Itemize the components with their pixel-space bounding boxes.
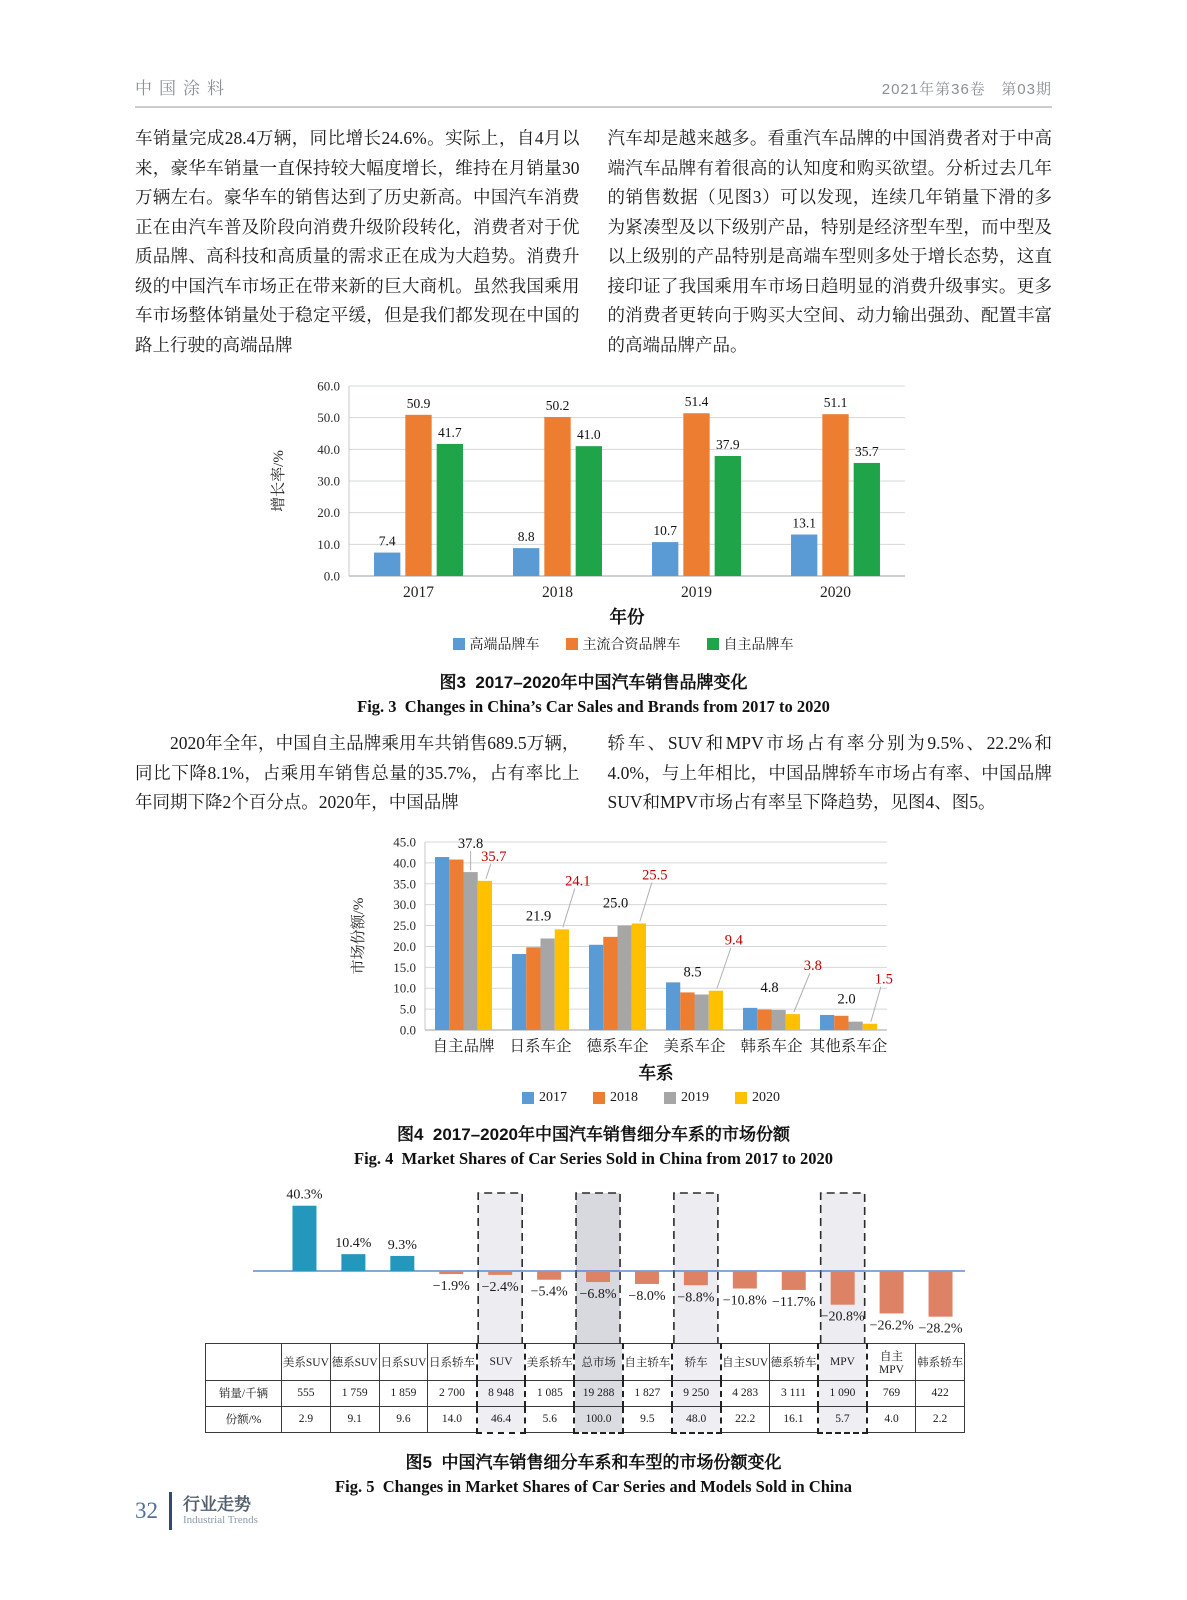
legend-label: 2017 [539, 1089, 567, 1105]
y-axis-title: 市场份额/% [351, 897, 367, 974]
y-tick-label: 0.0 [323, 568, 340, 584]
x-category-label: 德系车企 [586, 1037, 649, 1055]
table-cell: 555 [282, 1380, 331, 1406]
legend-swatch [707, 638, 719, 650]
issue-info: 2021年第36卷 第03期 [881, 81, 1052, 98]
bar-总市场 [586, 1271, 610, 1282]
x-category-label: 韩系车企 [740, 1037, 803, 1055]
bar-高端品牌车-2018 [513, 548, 539, 576]
bar-value-label: −6.8% [579, 1286, 617, 1302]
bar-value-label: 21.9 [525, 908, 552, 925]
bar-value-label-red: 9.4 [724, 932, 743, 949]
fig4-legend [343, 1090, 903, 1106]
section-title-en: Industrial Trends [183, 1514, 258, 1527]
bar-2019-德系车企 [618, 925, 632, 1029]
table-header-cell: 自主轿车 [623, 1343, 672, 1380]
legend-swatch [664, 1092, 676, 1104]
table-header-cell: 自主SUV [721, 1343, 770, 1380]
table-cell: 4 283 [721, 1380, 770, 1406]
legend-label: 2018 [610, 1089, 638, 1105]
legend-swatch [522, 1092, 534, 1104]
bar-value-label-red: 35.7 [481, 848, 507, 865]
legend-label: 高端品牌车 [469, 638, 540, 653]
bar-2020-韩系车企 [786, 1014, 800, 1030]
bar-2020-日系车企 [555, 929, 569, 1030]
y-tick-label: 60.0 [317, 378, 340, 394]
fig3-grouped-bar-chart [263, 376, 923, 632]
bar-value-label-red: 3.8 [803, 957, 822, 974]
bar-value-label: 25.0 [602, 895, 629, 912]
x-category-label: 自主品牌 [432, 1037, 495, 1055]
bar-自主品牌车-2017 [437, 444, 463, 576]
bar-value-label: −5.4% [530, 1284, 568, 1300]
bar-2020-美系车企 [709, 990, 723, 1029]
table-cell: 份额/% [206, 1406, 282, 1433]
bar-value-label: −11.7% [771, 1294, 816, 1310]
bar-value-label: 51.4 [684, 394, 709, 410]
y-tick-label: 25.0 [393, 917, 416, 933]
x-category-label: 2019 [681, 584, 712, 601]
x-category-label: 2020 [820, 584, 851, 601]
table-header-cell: 美系SUV [282, 1343, 331, 1380]
x-category-label: 2017 [403, 584, 434, 601]
page-content [135, 124, 1052, 1501]
bar-value-label: 8.5 [683, 963, 702, 980]
x-category-label: 美系车企 [663, 1037, 726, 1055]
table-header-cell: 总市场 [574, 1343, 623, 1380]
table-cell: 2.2 [916, 1406, 965, 1433]
bar-主流合资品牌车-2020 [822, 414, 848, 576]
page-footer [135, 1492, 258, 1530]
bar-高端品牌车-2019 [652, 542, 678, 576]
bar-主流合资品牌车-2019 [683, 413, 709, 576]
legend-swatch [453, 638, 465, 650]
legend-swatch [593, 1092, 605, 1104]
legend-label: 主流合资品牌车 [582, 638, 681, 653]
bar-2018-德系车企 [603, 936, 617, 1029]
table-header-cell: 德系SUV [330, 1343, 379, 1380]
y-tick-label: 45.0 [393, 834, 416, 849]
table-row [206, 1380, 965, 1406]
bar-自主SUV [733, 1271, 757, 1288]
fig5-caption-en: Fig. 5 Changes in Market Shares of Car Series and Models Sold in China [335, 1476, 852, 1496]
bar-value-label: 35.7 [855, 443, 879, 459]
bar-2017-韩系车企 [743, 1007, 757, 1029]
figure-3 [263, 376, 923, 717]
bar-高端品牌车-2017 [374, 553, 400, 576]
table-cell: 422 [916, 1380, 965, 1406]
table-cell: 100.0 [574, 1406, 623, 1433]
table-row [206, 1343, 965, 1380]
paragraph-right: 轿车、SUV和MPV市场占有率分别为9.5%、22.2%和4.0%，与上年相比，中国品牌轿车市场占有率、中国品牌SUV和MPV市场占有率呈下降趋势，见图4、图5。 [607, 733, 1052, 812]
bar-自主MPV [880, 1271, 904, 1313]
bar-value-label: −2.4% [481, 1279, 519, 1295]
bar-自主轿车 [635, 1271, 659, 1284]
table-header-cell: 美系轿车 [525, 1343, 574, 1380]
bar-2017-自主品牌 [435, 857, 449, 1030]
label-leader-line [486, 863, 491, 878]
bar-2017-德系车企 [589, 944, 603, 1029]
bar-value-label: 37.9 [716, 436, 740, 452]
bar-2020-德系车企 [632, 923, 646, 1030]
bar-MPV [831, 1271, 855, 1305]
table-cell: 16.1 [769, 1406, 818, 1433]
bar-value-label: 50.2 [545, 398, 570, 414]
bar-value-label: 41.0 [577, 427, 601, 443]
bar-value-label: 8.8 [517, 529, 535, 545]
y-tick-label: 20.0 [317, 505, 340, 521]
bar-value-label: −10.8% [722, 1292, 767, 1308]
bar-自主品牌车-2019 [715, 456, 741, 576]
fig4-caption-cn: 图4 2017–2020年中国汽车销售细分车系的市场份额 [397, 1124, 790, 1144]
fig3-caption-en: Fig. 3 Changes in China’s Car Sales and Brands from 2017 to 2020 [357, 697, 830, 716]
y-tick-label: 10.0 [317, 536, 340, 552]
bar-2019-其他系车企 [849, 1021, 863, 1029]
figure-4 [343, 828, 903, 1169]
legend-item [453, 634, 540, 654]
label-leader-line [794, 973, 810, 1012]
bar-value-label-red: 1.5 [874, 971, 893, 988]
table-cell: 8 948 [477, 1380, 526, 1406]
bar-自主品牌车-2018 [576, 446, 602, 576]
bar-美系轿车 [537, 1271, 561, 1280]
y-tick-label: 35.0 [393, 875, 416, 891]
table-cell: 769 [867, 1380, 916, 1406]
bar-value-label: 10.7 [653, 523, 677, 539]
section-title-cn: 行业走势 [183, 1494, 251, 1514]
text-block-2 [135, 729, 1052, 818]
y-tick-label: 15.0 [393, 959, 416, 975]
table-cell: 1 859 [379, 1380, 428, 1406]
bar-value-label: 9.3% [387, 1237, 417, 1253]
fig4-caption-en: Fig. 4 Market Shares of Car Series Sold in China from 2017 to 2020 [354, 1148, 833, 1168]
table-header-cell: 自主MPV [867, 1343, 916, 1380]
table-header-cell: SUV [477, 1343, 526, 1380]
bar-value-label: 13.1 [792, 515, 816, 531]
table-cell: 1 085 [525, 1380, 574, 1406]
figure-5 [205, 1185, 965, 1497]
bar-2017-美系车企 [666, 982, 680, 1030]
highlight-column-fill [576, 1193, 620, 1343]
table-cell: 9.1 [330, 1406, 379, 1433]
bar-value-label: −28.2% [918, 1321, 963, 1337]
legend-label: 自主品牌车 [723, 638, 794, 653]
bar-2020-自主品牌 [478, 880, 492, 1029]
x-category-label: 其他系车企 [809, 1037, 888, 1055]
legend-item [566, 634, 681, 654]
table-header-cell: 韩系轿车 [916, 1343, 965, 1380]
bar-value-label: 7.4 [378, 533, 396, 549]
bar-value-label: 51.1 [823, 395, 848, 411]
table-cell: 4.0 [867, 1406, 916, 1433]
bar-2018-自主品牌 [449, 859, 463, 1029]
legend-item [593, 1090, 638, 1106]
bar-轿车 [684, 1271, 708, 1285]
y-tick-label: 0.0 [399, 1022, 416, 1037]
fig5-data-table [205, 1343, 965, 1434]
label-leader-line [640, 882, 652, 921]
legend-swatch [566, 638, 578, 650]
footer-divider [169, 1492, 172, 1530]
fig3-legend [263, 634, 923, 654]
legend-item [707, 634, 794, 654]
paragraph-left: 2020年全年，中国自主品牌乘用车共销售689.5万辆，同比下降8.1%，占乘用车销售总量的35.7%，占有率比上年同期下降2个百分点。2020年，中国品牌 [135, 733, 580, 812]
bar-2018-美系车企 [680, 992, 694, 1030]
bar-value-label: −26.2% [869, 1317, 914, 1333]
table-cell: 48.0 [672, 1406, 721, 1433]
bar-value-label: 4.8 [760, 979, 779, 996]
text-block-1 [135, 124, 1052, 360]
y-tick-label: 40.0 [317, 441, 340, 457]
label-leader-line [871, 986, 881, 1021]
bar-2017-其他系车企 [820, 1014, 834, 1029]
bar-value-label: −20.8% [820, 1309, 865, 1325]
bar-value-label-red: 24.1 [565, 872, 591, 889]
bar-value-label: 50.9 [406, 395, 431, 411]
bar-value-label: −8.0% [628, 1288, 666, 1304]
bar-2017-日系车企 [512, 953, 526, 1029]
table-cell: 22.2 [721, 1406, 770, 1433]
fig5-change-bar-chart [205, 1185, 965, 1343]
table-cell: 1 827 [623, 1380, 672, 1406]
market-share-table [205, 1343, 965, 1434]
bar-2018-韩系车企 [757, 1009, 771, 1029]
bar-value-label: 10.4% [335, 1235, 372, 1251]
x-category-label: 日系车企 [509, 1037, 572, 1055]
table-cell: 销量/千辆 [206, 1380, 282, 1406]
y-tick-label: 50.0 [317, 410, 340, 426]
y-tick-label: 40.0 [393, 854, 416, 870]
bar-value-label: −8.8% [677, 1289, 715, 1305]
bar-2019-自主品牌 [464, 872, 478, 1030]
table-cell: 1 090 [818, 1380, 867, 1406]
bar-自主品牌车-2020 [854, 463, 880, 576]
bar-2019-韩系车企 [772, 1009, 786, 1029]
table-cell: 46.4 [477, 1406, 526, 1433]
label-leader-line [717, 947, 731, 988]
footer-section [183, 1495, 258, 1527]
bar-2018-日系车企 [526, 947, 540, 1030]
y-tick-label: 30.0 [393, 896, 416, 912]
legend-item [735, 1090, 780, 1106]
bar-2019-美系车企 [695, 994, 709, 1030]
paragraph-right: 汽车却是越来越多。看重汽车品牌的中国消费者对于中高端汽车品牌有着很高的认知度和购买欲望。分析过去几年的销售数据（见图3）可以发现，连续几年销量下滑的多为紧凑型及以下级别产品，特别是经济型车型，而中型及以上级别的产品特别是高端车型则多处于增长态势，这直接印证了我国乘用车市场日趋明显的消费升级事实。更多的消费者更转向于购买大空间、动力输出强劲、配置丰富的高端品牌产品。 [607, 128, 1052, 355]
paragraph-left: 车销量完成28.4万辆，同比增长24.6%。实际上，自4月以来，豪华车销量一直保持较大幅度增长，维持在月销量30万辆左右。豪华车的销售达到了历史新高。中国汽车消费正在由汽车普及阶段向消费升级阶段转化，消费者对于优质品牌、高科技和高质量的需求正在成为大趋势。消费升级的中国汽车市场正在带来新的巨大商机。虽然我国乘用车市场整体销量处于稳定平缓，但是我们都发现在中国的路上行驶的高端品牌 [135, 128, 580, 355]
bar-value-label-red: 25.5 [642, 866, 668, 883]
y-tick-label: 30.0 [317, 473, 340, 489]
fig3-caption-cn: 图3 2017–2020年中国汽车销售品牌变化 [439, 673, 748, 692]
highlight-column-fill [674, 1193, 718, 1343]
table-header-cell [206, 1343, 282, 1380]
y-tick-label: 5.0 [399, 1001, 416, 1017]
bar-德系SUV [341, 1254, 365, 1271]
bar-SUV [488, 1271, 512, 1275]
table-cell: 19 288 [574, 1380, 623, 1406]
bar-日系SUV [390, 1255, 414, 1270]
bar-主流合资品牌车-2017 [405, 415, 431, 576]
legend-label: 2019 [681, 1089, 709, 1105]
bar-韩系轿车 [929, 1271, 953, 1317]
journal-title: 中国涂料 [135, 79, 231, 98]
table-header-cell: MPV [818, 1343, 867, 1380]
table-header-cell: 轿车 [672, 1343, 721, 1380]
fig4-grouped-bar-chart [343, 828, 903, 1088]
page-header [135, 74, 1052, 108]
table-cell: 2.9 [282, 1406, 331, 1433]
x-category-label: 2018 [542, 584, 573, 601]
y-tick-label: 10.0 [393, 980, 416, 996]
bar-value-label: 41.7 [438, 424, 462, 440]
bar-高端品牌车-2020 [791, 535, 817, 576]
label-leader-line [563, 888, 575, 927]
x-axis-title: 车系 [638, 1062, 674, 1083]
fig5-caption-cn: 图5 中国汽车销售细分车系和车型的市场份额变化 [405, 1452, 782, 1472]
table-header-cell: 日系轿车 [428, 1343, 477, 1380]
y-tick-label: 20.0 [393, 938, 416, 954]
bar-value-label: −1.9% [432, 1278, 470, 1294]
table-cell: 2 700 [428, 1380, 477, 1406]
highlight-column-fill [478, 1193, 522, 1343]
bar-2020-其他系车企 [863, 1023, 877, 1029]
legend-item [522, 1090, 567, 1106]
bar-2019-日系车企 [541, 938, 555, 1029]
table-cell: 9.6 [379, 1406, 428, 1433]
bar-日系轿车 [439, 1271, 463, 1274]
legend-item [664, 1090, 709, 1106]
table-cell: 5.7 [818, 1406, 867, 1433]
legend-label: 2020 [752, 1089, 780, 1105]
x-axis-title: 年份 [609, 607, 645, 627]
bar-主流合资品牌车-2018 [544, 417, 570, 576]
bar-德系轿车 [782, 1271, 806, 1290]
y-axis-title: 增长率/% [271, 450, 287, 512]
bar-value-label: 2.0 [837, 991, 856, 1008]
bar-2018-其他系车企 [834, 1015, 848, 1029]
table-cell: 3 111 [769, 1380, 818, 1406]
table-cell: 9 250 [672, 1380, 721, 1406]
table-header-cell: 日系SUV [379, 1343, 428, 1380]
legend-swatch [735, 1092, 747, 1104]
table-cell: 1 759 [330, 1380, 379, 1406]
table-row [206, 1406, 965, 1433]
table-header-cell: 德系轿车 [769, 1343, 818, 1380]
table-cell: 9.5 [623, 1406, 672, 1433]
bar-美系SUV [292, 1205, 316, 1270]
table-cell: 14.0 [428, 1406, 477, 1433]
bar-value-label: 40.3% [286, 1187, 323, 1203]
table-cell: 5.6 [525, 1406, 574, 1433]
page-number: 32 [135, 1498, 158, 1523]
bar-value-label: 37.8 [457, 835, 484, 852]
